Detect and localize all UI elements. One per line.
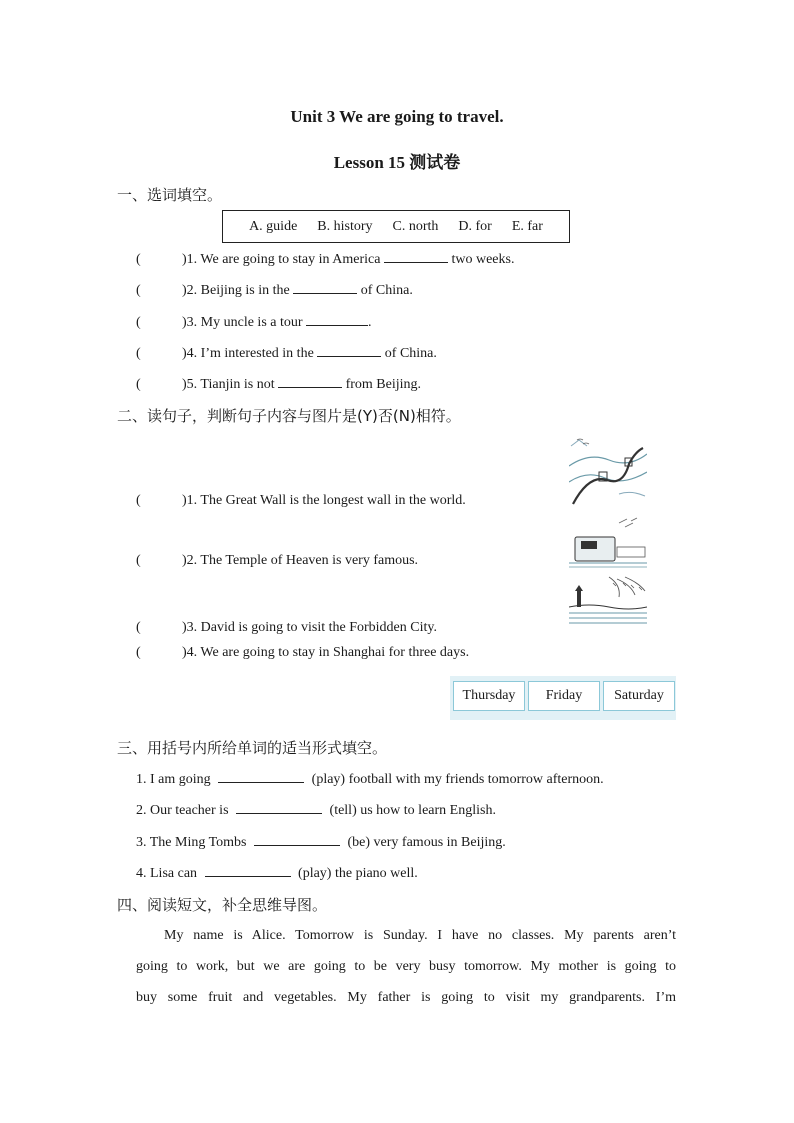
passage-line-1: My name is Alice. Tomorrow is Sunday. I have no classes. My parents aren’t: [164, 928, 676, 943]
s3-item-1: 1. I am going (play) football with my friends tomorrow afternoon.: [136, 772, 604, 787]
day-card-thursday: Thursday: [453, 681, 525, 711]
day-card-saturday: Saturday: [603, 681, 675, 711]
reading-passage: [136, 920, 676, 1013]
great-wall-picture: [569, 434, 647, 509]
passage-line-2: going to work, but we are going to be very busy tomorrow. My mother is going to: [136, 959, 676, 974]
s2-item-4: ( )4. We are going to stay in Shanghai for three days.: [136, 645, 470, 660]
lake-pagoda-picture: [569, 575, 647, 627]
answer-blank[interactable]: [384, 250, 448, 263]
answer-paren[interactable]: (: [136, 553, 141, 568]
passage-line-3: buy some fruit and vegetables. My father is going to visit my grandparents. I’m: [136, 990, 676, 1005]
answer-blank[interactable]: [317, 344, 381, 357]
word-options-box: [222, 210, 570, 243]
s1-item-4: ( )4. I’m interested in the of China.: [136, 346, 437, 361]
lesson-title: Lesson 15 测试卷: [333, 153, 461, 172]
answer-paren[interactable]: (: [136, 283, 141, 298]
option-e: E. far: [511, 218, 543, 234]
answer-paren[interactable]: (: [136, 620, 141, 635]
option-c: C. north: [392, 218, 439, 234]
answer-paren[interactable]: (: [136, 377, 141, 392]
s1-item-1: ( )1. We are going to stay in America two weeks.: [136, 252, 515, 267]
answer-paren[interactable]: (: [136, 645, 141, 660]
s3-item-3: 3. The Ming Tombs (be) very famous in Beijing.: [136, 835, 506, 850]
s2-item-2: ( )2. The Temple of Heaven is very famous.: [136, 553, 419, 568]
option-a: A. guide: [249, 218, 298, 234]
answer-blank[interactable]: [278, 375, 342, 388]
section1-heading: 一、选词填空。: [117, 186, 223, 204]
option-b: B. history: [317, 218, 373, 234]
s2-item-3: ( )3. David is going to visit the Forbidden City.: [136, 620, 437, 635]
answer-blank[interactable]: [236, 801, 322, 814]
unit-title: Unit 3 We are going to travel.: [290, 107, 504, 126]
s3-item-2: 2. Our teacher is (tell) us how to learn English.: [136, 803, 496, 818]
answer-paren[interactable]: (: [136, 346, 141, 361]
answer-blank[interactable]: [205, 864, 291, 877]
answer-paren[interactable]: (: [136, 315, 141, 330]
section2-heading: 二、读句子，判断句子内容与图片是(Y)否(N)相符。: [117, 407, 461, 425]
s1-item-3: ( )3. My uncle is a tour .: [136, 315, 372, 330]
s2-item-1: ( )1. The Great Wall is the longest wall in the world.: [136, 493, 466, 508]
day-card-friday: Friday: [528, 681, 600, 711]
answer-paren[interactable]: (: [136, 252, 141, 267]
answer-blank[interactable]: [293, 281, 357, 294]
section3-heading: 三、用括号内所给单词的适当形式填空。: [117, 739, 388, 757]
answer-blank[interactable]: [306, 313, 368, 326]
temple-stone-picture: [569, 517, 647, 569]
option-d: D. for: [458, 218, 492, 234]
answer-blank[interactable]: [218, 770, 304, 783]
answer-blank[interactable]: [254, 833, 340, 846]
s3-item-4: 4. Lisa can (play) the piano well.: [136, 866, 418, 881]
answer-paren[interactable]: (: [136, 493, 141, 508]
s1-item-5: ( )5. Tianjin is not from Beijing.: [136, 377, 422, 392]
section4-heading: 四、阅读短文，补全思维导图。: [117, 896, 328, 914]
s1-item-2: ( )2. Beijing is in the of China.: [136, 283, 413, 298]
